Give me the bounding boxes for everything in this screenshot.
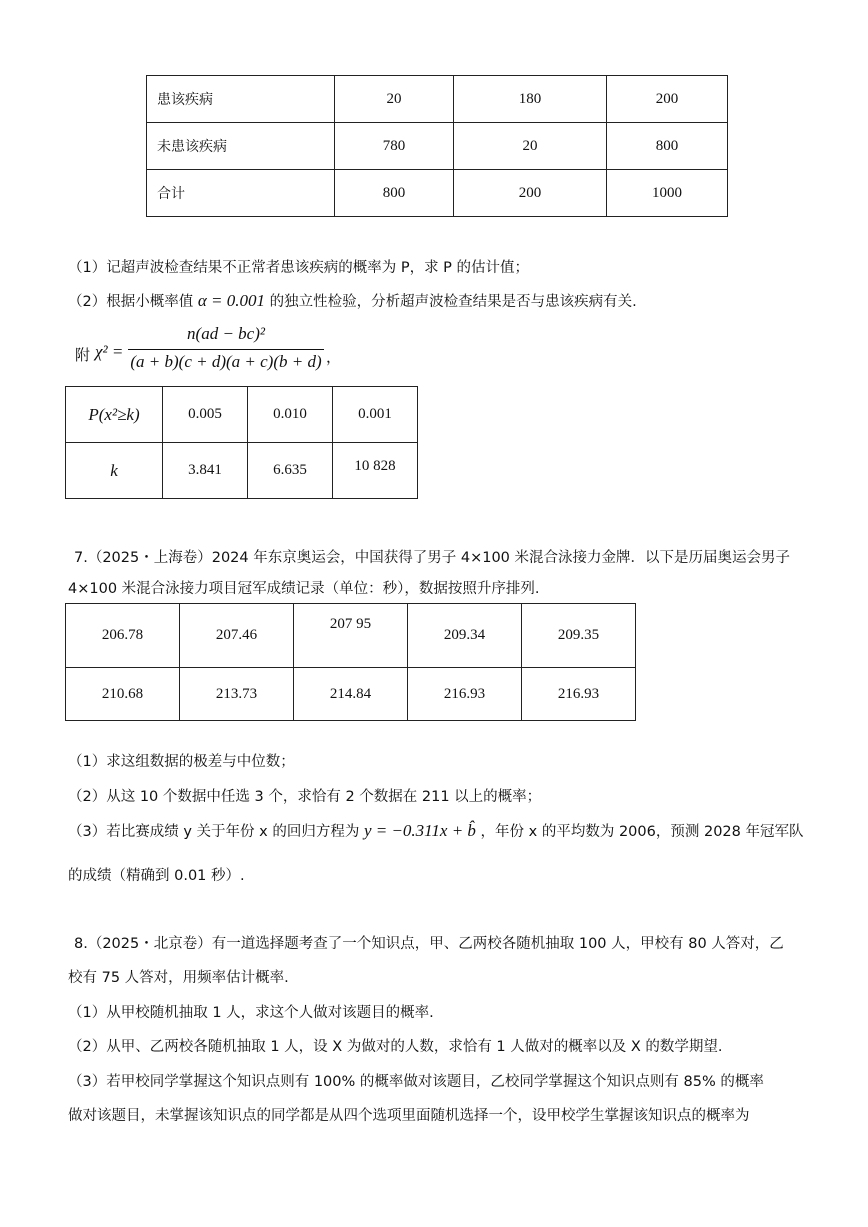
table-cell: 20 [335,76,454,123]
table-cell: 800 [607,123,728,170]
table-cell: 200 [607,76,728,123]
q7-part1: （1）求这组数据的极差与中位数； [68,754,295,770]
table-cell: 206.78 [66,604,180,668]
table-cell: 213.73 [180,668,294,721]
q8-stem-line2: 校有 75 人答对，用频率估计概率. [68,970,289,986]
k-header: k [66,443,163,499]
table-cell: 209.34 [408,604,522,668]
q6-part2-text-end: 的独立性检验，分析超声波检查结果是否与患该疾病有关. [269,294,637,310]
table-row [66,668,636,721]
table-cell: 20 [454,123,607,170]
critical-value-table [65,386,418,499]
q7-part2: （2）从这 10 个数据中任选 3 个，求恰有 2 个数据在 211 以上的概率； [68,789,542,805]
table-cell: 214.84 [294,668,408,721]
table-row [147,170,728,217]
table-cell: 207 95 [294,604,408,668]
table-row [66,604,636,668]
formula-numerator: n(ad − bc)² [187,324,265,343]
table-cell: 216.93 [522,668,636,721]
q6-part1: （1）记超声波检查结果不正常者患该疾病的概率为 P，求 P 的估计值； [68,260,530,276]
row-label: 患该疾病 [147,76,335,123]
q8-part1: （1）从甲校随机抽取 1 人，求这个人做对该题目的概率. [68,1005,434,1021]
table-row [66,387,418,443]
q7-stem-line2: 4×100 米混合泳接力项目冠军成绩记录（单位：秒），数据按照升序排列. [68,581,540,597]
fraction-bar [128,349,324,350]
q7-part3-text-end: ，年份 x 的平均数为 2006，预测 2028 年冠军队 [480,824,804,840]
appendix-label: 附 [75,346,91,364]
table-row [147,76,728,123]
table-cell: 210.68 [66,668,180,721]
p-header: P(x²≥k) [66,387,163,443]
table-cell: 10 828 [333,443,418,499]
table-cell: 3.841 [163,443,248,499]
row-label: 未患该疾病 [147,123,335,170]
table-cell: 209.35 [522,604,636,668]
contingency-table [146,75,728,217]
q7-part3-text: （3）若比赛成绩 y 关于年份 x 的回归方程为 [68,824,360,840]
q7-part3-cont: 的成绩（精确到 0.01 秒）. [68,868,245,884]
formula-denominator: (a + b)(c + d)(a + c)(b + d) [130,352,322,371]
formula-comma: ， [326,348,342,366]
table-cell: 207.46 [180,604,294,668]
alpha-value: α = 0.001 [197,291,265,310]
table-cell: 0.005 [163,387,248,443]
table-cell: 180 [454,76,607,123]
table-cell: 1000 [607,170,728,217]
table-cell: 216.93 [408,668,522,721]
regression-equation: y = −0.311x + b̂ [363,821,476,840]
q7-part3 [68,820,803,841]
table-cell: 780 [335,123,454,170]
q6-part2 [68,290,637,311]
q6-part2-text: （2）根据小概率值 [68,294,194,310]
row-label: 合计 [147,170,335,217]
table-row [147,123,728,170]
q8-part2: （2）从甲、乙两校各随机抽取 1 人，设 X 为做对的人数，求恰有 1 人做对的概率以及 X 的数学期望. [68,1039,723,1055]
table-cell: 6.635 [248,443,333,499]
table-cell: 800 [335,170,454,217]
table-cell: 0.001 [333,387,418,443]
chi-square-lhs: χ² = [95,342,124,361]
swim-records-table [65,603,636,721]
q8-part3-line1: （3）若甲校同学掌握这个知识点则有 100% 的概率做对该题目，乙校同学掌握这个知识点则有 85% 的概率 [68,1074,764,1090]
table-row [66,443,418,499]
q8-stem-line1: 8.（2025・北京卷）有一道选择题考查了一个知识点，甲、乙两校各随机抽取 100 人，甲校有 80 人答对，乙 [74,936,784,952]
q7-stem-line1: 7.（2025・上海卷）2024 年东京奥运会，中国获得了男子 4×100 米混合泳接力金牌．以下是历届奥运会男子 [74,550,791,566]
table-cell: 0.010 [248,387,333,443]
q8-part3-line2: 做对该题目，未掌握该知识点的同学都是从四个选项里面随机选择一个，设甲校学生掌握该知识点的概率为 [68,1108,750,1124]
table-cell: 200 [454,170,607,217]
